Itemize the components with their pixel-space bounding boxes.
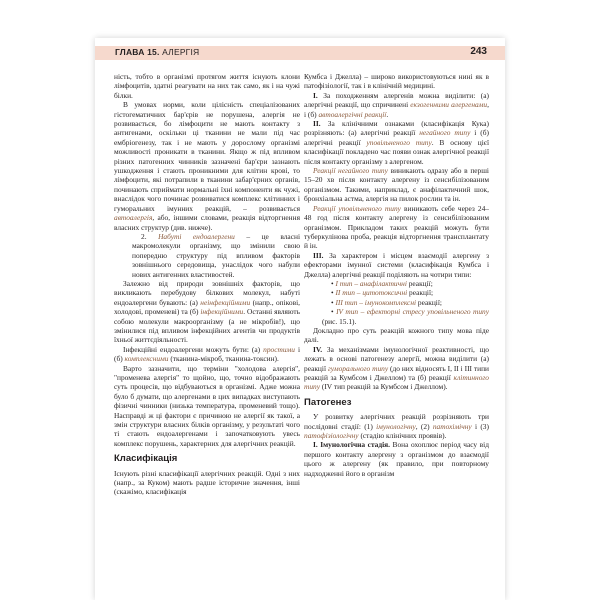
page-number: 243 xyxy=(470,46,487,57)
section-title-pathogenesis: Патогенез xyxy=(304,396,352,408)
paragraph: У розвитку алергічних реакцій розрізняють три послідовні стадії: (1) імунологічну, (2) патохімічну і (3) патофізіологічну (стадію клінічних проявів). xyxy=(304,412,489,441)
paragraph: Докладно про суть реакцій кожного типу мова піде далі. xyxy=(304,325,489,345)
paragraph: I. Імунологічна стадія. Вона охоплює період часу від першого контакту алергену з організмом до взаємодії цього ж алергену (як правило, при повторному надходженні його в організм xyxy=(304,440,489,478)
chapter-label: ГЛАВА 15. xyxy=(115,47,160,57)
list-item: 2. Набуті ендоалергени – це власні макромолекули організму, що змінили свою попередню структуру під впливом факторів зовнішнього середовища, унаслідок чого набули нових антигенних властивостей. xyxy=(132,231,301,279)
paragraph: Існують різні класифікації алергічних реакцій. Одні з них (напр., за Куком) мають радше історичне значення, інші (скажімо, класифікація xyxy=(114,468,300,497)
paragraph: Реакції негайного типу виникають одразу або в перші 15–20 хв після контакту алергену із сенсибілізованим організмом. Такими, наприклад, є анафілактичний шок, бронхіальна астма, алергія на пилок рослин та ін. xyxy=(304,166,489,204)
paragraph: Залежно від природи зовнішніх факторів, що викликають перебудову білкових молекул, набуті ендоалергени бувають: (а) неінфекційними (напр., опікові, холодові, променеві) та (б) інфекційними. Останні являють собою молекули макроорганізму (а не мікробів!), що змінилися під впливом інфекційних агентів чи продуктів їхньої життєдіяльності. xyxy=(114,278,300,345)
list-item: • II тип – цитотоксичні реакції; xyxy=(331,288,434,298)
chapter-title xyxy=(115,47,199,57)
paragraph: ність, тобто в організмі протягом життя існують клони лімфоцитів, здатні реагувати на них так само, як і на чужі білки. xyxy=(114,72,300,100)
paragraph: Інфекційні ендоалергени можуть бути: (а) простими і (б) комплексними (тканина-мікроб, тканина-токсин). xyxy=(114,344,300,364)
right-column xyxy=(304,72,489,478)
list-item: • IV тип – ефекторні стресу уповільненого типу (рис. 15.1). xyxy=(322,307,490,326)
list-item: • III тип – імунокомплексні реакції; xyxy=(331,297,442,307)
classification-item: III. За характером і місцем взаємодії алергену з ефекторами імунної системи (класифікація Кумбса і Джелла) алергічні реакції поділяють на чотири типи: xyxy=(304,250,489,279)
paragraph: Кумбса і Джелла) – широко використовуються нині як в патофізіології, так і в клінічній медицині. xyxy=(304,72,489,91)
classification-item: I. За походженням алергенів можна виділити: (а) алергічні реакції, що спричинені екзогенними алергенами, і (б) автоалергічні реакції. xyxy=(304,90,489,119)
left-column xyxy=(114,72,300,497)
list-item: • I тип – анафілактичні реакції; xyxy=(331,278,433,288)
paragraph: Реакції уповільненого типу виникають себе через 24–48 год після контакту алергену із сенсибілізованим організмом. Прикладом таких реакцій можуть бути туберкулінова проба, реакція відторгнення трансплантату й ін. xyxy=(304,203,489,251)
chapter-name: АЛЕРГІЯ xyxy=(162,47,200,57)
classification-item: IV. За механізмами імунологічної реактивності, що лежать в основі патогенезу алергії, можна виділити (а) реакції гуморального типу (до них відносять I, II і III типи реакцій за Кумбсом і Джеллом) та (б) реакції клітинного типу (IV тип реакцій за Кумбсом і Джеллом). xyxy=(304,344,489,392)
paragraph: В умовах норми, коли цілісність спеціалізованих гістогематичних бар'єрів не порушена, алергія не розвивається, бо лімфоцити не мають контакту з антигенами, оскільки ці тканини не мали під час ембріогенезу, так і не мають у дорослому організмі можливості проникати в тканини. Якщо ж під впливом різних патогенних чинників зазначені бар'єри зазнають ушкодження і стають проникними для клітин крові, то лімфоцити, які потрапили в тканини забар'єрних органів, починають сприймати нормальні їхні компоненти як чужі, внаслідок чого починає розвиватися комплекс клітинних і гуморальних імунних реакцій, – розвивається автоалергія, або, іншими словами, реакція відторгнення власних структур (див. нижче). xyxy=(114,100,300,232)
page-header xyxy=(95,46,505,60)
book-page xyxy=(95,38,505,600)
paragraph: Варто зазначити, що терміни "холодова алергія", "променева алергія" то щойно, що, точно відображають суть процесів, що відбуваються в організмі. Адже можна було б думати, що алергенами в цих випадках виступають фізичні чинники (низька температура, променевий тощо). Насправді ж ці фактори є причиною не алергії як такої, а змін структури власних білків організму, у результаті чого ті стають ендоалергенами і започатковують увесь комплекс порушень, характерних для алергічних реакцій. xyxy=(114,363,300,448)
classification-item: II. За клінічними ознаками (класифікація Кука) розрізняють: (а) алергічні реакції негайного типу і (б) алергічні реакції уповільненого типу. В основу цієї класифікації покладено час появи ознак алергічної реакції після контакту організму з алергеном. xyxy=(304,119,489,166)
section-title-classification: Класифікація xyxy=(114,453,178,465)
